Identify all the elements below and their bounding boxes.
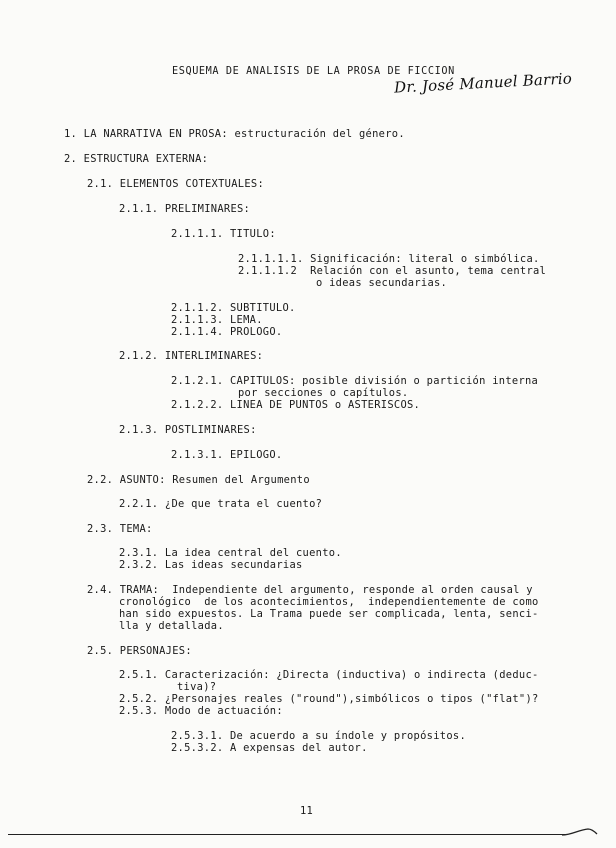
outline-item-continuation: cronológico de los acontecimientos, independientemente de como: [119, 596, 539, 608]
outline-item-continuation: por secciones o capítulos.: [238, 387, 409, 399]
page-title: ESQUEMA DE ANALISIS DE LA PROSA DE FICCION: [172, 66, 455, 77]
outline-item-continuation: o ideas secundarias.: [316, 277, 448, 289]
outline-item-2-1-1-4: 2.1.1.4. PROLOGO.: [171, 326, 283, 338]
outline-item-2-1-1-1-2: 2.1.1.1.2 Relación con el asunto, tema central: [238, 265, 547, 277]
outline-item-2-1-1-2: 2.1.1.2. SUBTITULO.: [171, 302, 296, 314]
rule-flourish-icon: [560, 826, 600, 842]
footer-rule: [8, 834, 568, 835]
outline-item-2-5-3-1: 2.5.3.1. De acuerdo a su índole y propósitos.: [171, 730, 467, 742]
outline-item-2-1-1-1-1: 2.1.1.1.1. Significación: literal o simbólica.: [238, 253, 540, 265]
outline-item-2-5-2: 2.5.2. ¿Personajes reales ("round"),simbólicos o tipos ("flat")?: [119, 693, 539, 705]
outline-item-2-1-3: 2.1.3. POSTLIMINARES:: [119, 424, 257, 436]
outline-item-continuation: lla y detallada.: [119, 620, 224, 632]
outline-item-continuation: han sido expuestos. La Trama puede ser complicada, lenta, senci-: [119, 608, 539, 620]
outline-item-2-1-3-1: 2.1.3.1. EPILOGO.: [171, 449, 283, 461]
outline-item-2-5-1: 2.5.1. Caracterización: ¿Directa (inductiva) o indirecta (deduc-: [119, 669, 539, 681]
outline-item-2-4: 2.4. TRAMA: Independiente del argumento, responde al orden causal y: [87, 584, 533, 596]
outline-item-2-2: 2.2. ASUNTO: Resumen del Argumento: [87, 474, 310, 486]
page-number: 11: [300, 805, 314, 817]
outline-item-2-3-1: 2.3.1. La idea central del cuento.: [119, 547, 342, 559]
outline-item-2-1-2: 2.1.2. INTERLIMINARES:: [119, 350, 264, 362]
author-signature: Dr. José Manuel Barrio: [393, 69, 573, 97]
outline-item-2: 2. ESTRUCTURA EXTERNA:: [64, 153, 209, 165]
outline-item-1: 1. LA NARRATIVA EN PROSA: estructuración del género.: [64, 128, 405, 140]
outline-item-2-1-1-3: 2.1.1.3. LEMA.: [171, 314, 263, 326]
outline-item-2-5-3-2: 2.5.3.2. A expensas del autor.: [171, 742, 368, 754]
outline-item-2-5-3: 2.5.3. Modo de actuación:: [119, 705, 283, 717]
outline-item-2-1-2-2: 2.1.2.2. LINEA DE PUNTOS o ASTERISCOS.: [171, 399, 421, 411]
outline-item-2-1-2-1: 2.1.2.1. CAPITULOS: posible división o partición interna: [171, 375, 539, 387]
outline-item-2-1-1-1: 2.1.1.1. TITULO:: [171, 228, 276, 240]
outline-item-2-1-1: 2.1.1. PRELIMINARES:: [119, 203, 251, 215]
outline-item-continuation: tiva)?: [177, 681, 217, 693]
outline-item-2-2-1: 2.2.1. ¿De que trata el cuento?: [119, 498, 323, 510]
outline-item-2-3-2: 2.3.2. Las ideas secundarias: [119, 559, 303, 571]
outline-item-2-5: 2.5. PERSONAJES:: [87, 645, 192, 657]
outline-item-2-3: 2.3. TEMA:: [87, 523, 153, 535]
outline-item-2-1: 2.1. ELEMENTOS COTEXTUALES:: [87, 178, 265, 190]
